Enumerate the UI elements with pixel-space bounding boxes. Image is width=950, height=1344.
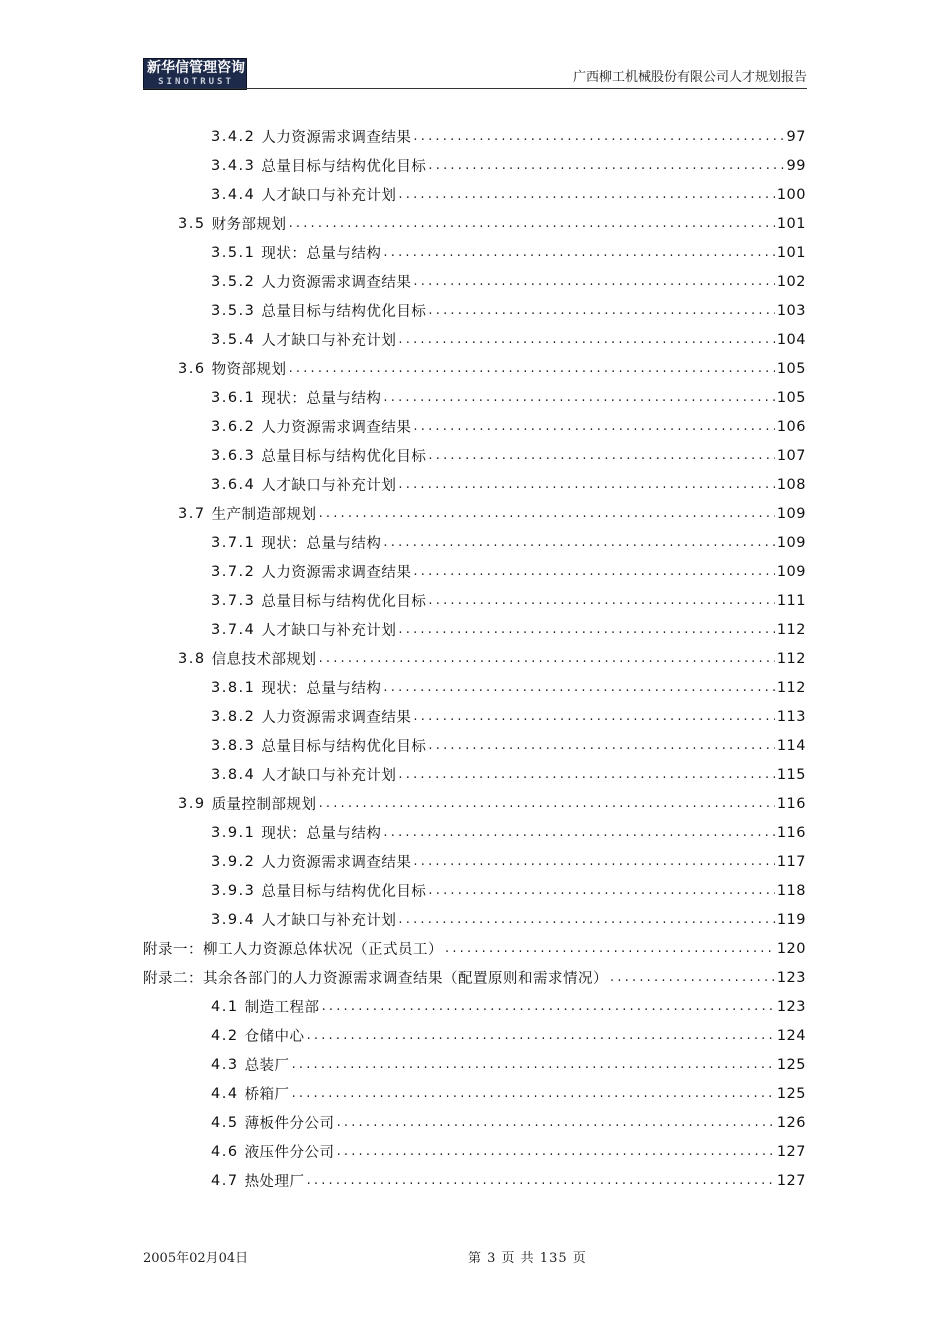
toc-entry[interactable]	[178, 354, 806, 383]
toc-entry-title: 现状：总量与结构	[261, 536, 382, 552]
toc-entry-page: 116	[776, 795, 806, 812]
logo-english-text: SINOTRUST	[158, 77, 234, 87]
toc-entry-page: 112	[776, 679, 806, 696]
toc-dot-leader	[428, 883, 774, 898]
toc-entry-title: 人力资源需求调查结果	[261, 565, 412, 581]
toc-entry-title: 人才缺口与补充计划	[261, 913, 397, 929]
toc-entry-page: 114	[776, 737, 806, 754]
toc-dot-leader	[445, 941, 775, 956]
toc-entry-number: 4.6	[211, 1143, 239, 1160]
toc-dot-leader	[413, 709, 774, 724]
toc-entry-number: 3.5.2	[211, 273, 256, 290]
toc-entry-number: 3.6.4	[211, 476, 256, 493]
toc-entry-number: 3.5.3	[211, 302, 256, 319]
toc-entry[interactable]	[211, 992, 806, 1021]
toc-entry-number: 3.6	[178, 360, 206, 377]
toc-entry-title: 薄板件分公司	[244, 1116, 335, 1132]
toc-dot-leader	[428, 158, 784, 173]
toc-entry-page: 127	[776, 1172, 806, 1189]
toc-dot-leader	[383, 390, 774, 405]
toc-entry-title: 制造工程部	[244, 1000, 320, 1016]
toc-entry-number: 3.8.4	[211, 766, 256, 783]
toc-entry-page: 120	[776, 940, 806, 957]
toc-entry-number: 3.8.2	[211, 708, 256, 725]
toc-entry-page: 107	[776, 447, 806, 464]
toc-entry-page: 112	[776, 621, 806, 638]
toc-dot-leader	[337, 1144, 775, 1159]
toc-entry-number: 3.6.2	[211, 418, 256, 435]
toc-entry-number: 4.5	[211, 1114, 239, 1131]
toc-entry-number: 3.5	[178, 215, 206, 232]
toc-dot-leader	[398, 477, 774, 492]
toc-entry-page: 101	[776, 215, 806, 232]
toc-entry-number: 3.9.1	[211, 824, 256, 841]
toc-entry[interactable]	[211, 615, 806, 644]
toc-dot-leader	[413, 564, 774, 579]
toc-entry[interactable]	[143, 963, 806, 992]
toc-entry[interactable]	[211, 441, 806, 470]
toc-entry-number: 4.2	[211, 1027, 239, 1044]
toc-entry[interactable]	[178, 644, 806, 673]
toc-entry[interactable]	[211, 1108, 806, 1137]
toc-entry-title: 人力资源需求调查结果	[261, 710, 412, 726]
toc-entry-page: 126	[776, 1114, 806, 1131]
toc-entry-number: 3.6.3	[211, 447, 256, 464]
toc-entry-title: 信息技术部规划	[211, 652, 317, 668]
toc-entry[interactable]	[211, 528, 806, 557]
toc-dot-leader	[413, 419, 774, 434]
toc-entry-title: 人才缺口与补充计划	[261, 333, 397, 349]
logo-chinese-text: 新华信管理咨询	[147, 60, 245, 76]
toc-dot-leader	[307, 1173, 775, 1188]
toc-entry[interactable]	[211, 470, 806, 499]
toc-dot-leader	[428, 448, 774, 463]
toc-dot-leader	[610, 970, 775, 985]
toc-dot-leader	[383, 680, 774, 695]
toc-entry[interactable]	[211, 1166, 806, 1195]
toc-dot-leader	[292, 1086, 775, 1101]
toc-dot-leader	[413, 129, 784, 144]
toc-dot-leader	[319, 506, 775, 521]
toc-entry-page: 104	[776, 331, 806, 348]
toc-entry[interactable]	[178, 789, 806, 818]
toc-entry[interactable]	[211, 557, 806, 586]
toc-dot-leader	[319, 796, 775, 811]
toc-entry-title: 总量目标与结构优化目标	[261, 739, 427, 755]
toc-entry-page: 125	[776, 1056, 806, 1073]
toc-dot-leader	[398, 187, 774, 202]
toc-entry[interactable]	[178, 499, 806, 528]
toc-entry-page: 119	[776, 911, 806, 928]
toc-entry[interactable]	[211, 731, 806, 760]
toc-entry-title: 财务部规划	[211, 217, 287, 233]
toc-entry-page: 97	[786, 128, 806, 145]
toc-entry-title: 附录二：其余各部门的人力资源需求调查结果（配置原则和需求情况）	[143, 971, 608, 987]
footer-page-info: 第 3 页 共 135 页	[468, 1251, 587, 1266]
toc-entry-number: 3.7.3	[211, 592, 256, 609]
toc-entry-number: 3.7.2	[211, 563, 256, 580]
toc-entry-title: 总量目标与结构优化目标	[261, 884, 427, 900]
toc-entry[interactable]	[211, 1137, 806, 1166]
toc-entry-title: 人才缺口与补充计划	[261, 478, 397, 494]
toc-entry-title: 人才缺口与补充计划	[261, 768, 397, 784]
toc-entry[interactable]	[211, 180, 806, 209]
toc-entry-title: 人力资源需求调查结果	[261, 130, 412, 146]
toc-entry-page: 100	[776, 186, 806, 203]
toc-entry[interactable]	[211, 238, 806, 267]
toc-entry[interactable]	[211, 818, 806, 847]
toc-entry-number: 3.4.4	[211, 186, 256, 203]
header-divider	[143, 88, 807, 89]
toc-entry-title: 人力资源需求调查结果	[261, 275, 412, 291]
toc-entry[interactable]	[211, 1050, 806, 1079]
toc-entry-number: 3.8.1	[211, 679, 256, 696]
toc-entry-number: 3.7.4	[211, 621, 256, 638]
toc-dot-leader	[428, 738, 774, 753]
toc-entry[interactable]	[211, 847, 806, 876]
toc-entry-title: 桥箱厂	[244, 1087, 290, 1103]
toc-entry-title: 总装厂	[244, 1058, 290, 1074]
toc-entry-number: 3.7.1	[211, 534, 256, 551]
toc-entry-title: 质量控制部规划	[211, 797, 317, 813]
toc-entry[interactable]	[211, 383, 806, 412]
toc-entry-title: 人才缺口与补充计划	[261, 188, 397, 204]
toc-entry-title: 总量目标与结构优化目标	[261, 594, 427, 610]
toc-entry-page: 115	[776, 766, 806, 783]
toc-entry-title: 现状：总量与结构	[261, 681, 382, 697]
toc-entry-number: 3.9.4	[211, 911, 256, 928]
toc-entry-page: 112	[776, 650, 806, 667]
toc-entry-title: 生产制造部规划	[211, 507, 317, 523]
toc-entry[interactable]	[211, 122, 806, 151]
toc-entry-number: 4.1	[211, 998, 239, 1015]
toc-entry-page: 109	[776, 505, 806, 522]
toc-entry-number: 3.8.3	[211, 737, 256, 754]
toc-entry-page: 127	[776, 1143, 806, 1160]
toc-entry-page: 117	[776, 853, 806, 870]
toc-entry-page: 102	[776, 273, 806, 290]
toc-entry-title: 附录一：柳工人力资源总体状况（正式员工）	[143, 942, 443, 958]
toc-entry[interactable]	[211, 1021, 806, 1050]
toc-entry-page: 108	[776, 476, 806, 493]
toc-entry[interactable]	[211, 702, 806, 731]
toc-entry-page: 124	[776, 1027, 806, 1044]
toc-dot-leader	[398, 912, 774, 927]
toc-entry-number: 3.9.2	[211, 853, 256, 870]
toc-dot-leader	[428, 303, 774, 318]
toc-entry-title: 人才缺口与补充计划	[261, 623, 397, 639]
toc-entry-number: 3.8	[178, 650, 206, 667]
toc-entry-page: 101	[776, 244, 806, 261]
toc-dot-leader	[319, 651, 775, 666]
toc-entry-title: 总量目标与结构优化目标	[261, 449, 427, 465]
toc-entry-number: 3.7	[178, 505, 206, 522]
toc-entry-number: 3.6.1	[211, 389, 256, 406]
toc-entry-title: 人力资源需求调查结果	[261, 855, 412, 871]
toc-entry[interactable]	[143, 934, 806, 963]
toc-entry[interactable]	[211, 267, 806, 296]
toc-dot-leader	[383, 245, 774, 260]
toc-entry-page: 113	[776, 708, 806, 725]
toc-dot-leader	[289, 216, 775, 231]
toc-entry-page: 103	[776, 302, 806, 319]
toc-dot-leader	[307, 1028, 775, 1043]
toc-dot-leader	[413, 854, 774, 869]
toc-dot-leader	[398, 622, 774, 637]
toc-entry-number: 3.9.3	[211, 882, 256, 899]
toc-entry-number: 3.5.4	[211, 331, 256, 348]
toc-entry-page: 105	[776, 360, 806, 377]
toc-entry-number: 3.4.3	[211, 157, 256, 174]
toc-entry-title: 现状：总量与结构	[261, 391, 382, 407]
toc-entry-page: 109	[776, 534, 806, 551]
toc-entry-title: 现状：总量与结构	[261, 246, 382, 262]
toc-entry-page: 99	[786, 157, 806, 174]
toc-entry[interactable]	[211, 296, 806, 325]
toc-dot-leader	[398, 332, 774, 347]
toc-dot-leader	[289, 361, 775, 376]
toc-entry-page: 111	[776, 592, 806, 609]
toc-dot-leader	[413, 274, 774, 289]
toc-dot-leader	[383, 825, 774, 840]
toc-entry-number: 3.5.1	[211, 244, 256, 261]
toc-entry-title: 液压件分公司	[244, 1145, 335, 1161]
toc-entry-title: 总量目标与结构优化目标	[261, 304, 427, 320]
toc-entry-number: 4.4	[211, 1085, 239, 1102]
toc-entry-title: 物资部规划	[211, 362, 287, 378]
toc-entry-page: 105	[776, 389, 806, 406]
toc-entry-page: 123	[776, 969, 806, 986]
toc-entry-page: 106	[776, 418, 806, 435]
toc-entry[interactable]	[211, 760, 806, 789]
toc-dot-leader	[383, 535, 774, 550]
toc-entry-title: 热处理厂	[244, 1174, 305, 1190]
toc-entry-number: 4.7	[211, 1172, 239, 1189]
toc-entry-page: 118	[776, 882, 806, 899]
toc-entry[interactable]	[211, 586, 806, 615]
toc-entry[interactable]	[211, 151, 806, 180]
toc-entry[interactable]	[211, 876, 806, 905]
toc-entry-number: 3.9	[178, 795, 206, 812]
report-title: 广西柳工机械股份有限公司人才规划报告	[572, 70, 807, 85]
toc-dot-leader	[322, 999, 775, 1014]
toc-entry[interactable]	[211, 905, 806, 934]
toc-dot-leader	[428, 593, 774, 608]
toc-entry[interactable]	[211, 1079, 806, 1108]
footer-date: 2005年02月04日	[143, 1251, 249, 1266]
toc-entry[interactable]	[211, 412, 806, 441]
toc-entry-number: 4.3	[211, 1056, 239, 1073]
toc-entry[interactable]	[211, 673, 806, 702]
toc-entry[interactable]	[211, 325, 806, 354]
toc-dot-leader	[292, 1057, 775, 1072]
toc-entry-title: 仓储中心	[244, 1029, 305, 1045]
toc-entry-number: 3.4.2	[211, 128, 256, 145]
toc-dot-leader	[337, 1115, 775, 1130]
toc-entry-page: 125	[776, 1085, 806, 1102]
toc-entry[interactable]	[178, 209, 806, 238]
toc-entry-page: 109	[776, 563, 806, 580]
toc-entry-page: 116	[776, 824, 806, 841]
company-logo	[143, 58, 247, 90]
toc-entry-title: 人力资源需求调查结果	[261, 420, 412, 436]
toc-entry-page: 123	[776, 998, 806, 1015]
toc-entry-title: 总量目标与结构优化目标	[261, 159, 427, 175]
toc-dot-leader	[398, 767, 774, 782]
toc-entry-title: 现状：总量与结构	[261, 826, 382, 842]
